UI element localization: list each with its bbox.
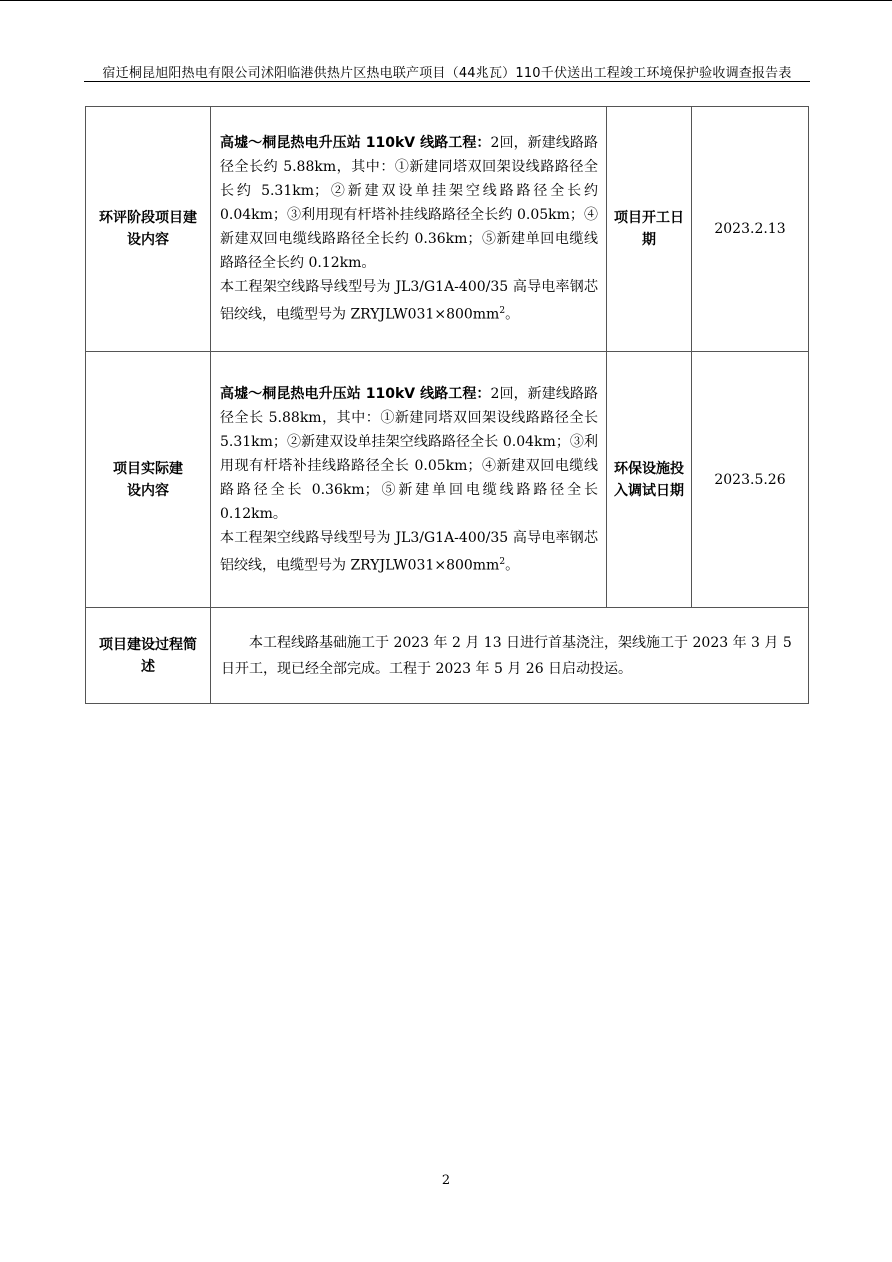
table-row	[86, 107, 809, 352]
content-text: 2回，新建线路路径全长 5.88km，其中：①新建同塔双回架设线路路径全长 5.31km；②新建双设单挂架空线路路径全长 0.04km；③利用现有杆塔补挂线路路径全长 0.05km；④新建双回电缆线路路径全长 0.36km；⑤新建单回电缆线路路径全长 0.12km。	[220, 385, 598, 522]
date-label-cell	[607, 352, 692, 608]
page-number: 2	[441, 1173, 451, 1188]
page-top-border	[0, 0, 892, 1]
date-label: 项目开工日期	[614, 210, 684, 248]
date-label: 环保设施投入调试日期	[614, 460, 684, 499]
content-text: 本工程架空线路导线型号为 JL3/G1A-400/35 高导电率钢芯铝绞线，电缆型号为 ZRYJLW031×800mm	[220, 279, 598, 323]
document-header: 宿迁桐昆旭阳热电有限公司沭阳临港供热片区热电联产项目（44兆瓦）110千伏送出工程竣工环境保护验收调查报告表	[102, 66, 792, 81]
row-label: 项目实际建设内容	[113, 460, 183, 499]
content-text: 2回，新建线路路径全长约 5.88km，其中：①新建同塔双回架设线路路径全长约 5.31km；②新建双设单挂架空线路路径全长约 0.04km；③利用现有杆塔补挂线路路径全长约 0.05km；④新建双回电缆线路路径全长约 0.36km；⑤新建单回电缆线路路径全长约 0.12km。	[220, 135, 598, 272]
report-table	[85, 106, 809, 704]
row-label-cell	[86, 352, 211, 608]
content-bold-title: 高墟～桐昆热电升压站 110kV 线路工程：	[220, 385, 491, 402]
summary-label: 项目建设过程简述	[99, 636, 197, 675]
content-paragraph	[220, 526, 598, 578]
content-end: 。	[505, 557, 520, 574]
content-text: 本工程架空线路导线型号为 JL3/G1A-400/35 高导电率钢芯铝绞线，电缆型号为 ZRYJLW031×800mm	[220, 529, 598, 574]
superscript: 2	[499, 556, 506, 567]
content-paragraph	[220, 382, 598, 526]
summary-label-cell	[86, 608, 211, 704]
content-paragraph	[220, 131, 598, 275]
row-label-cell	[86, 107, 211, 352]
row-label: 环评阶段项目建设内容	[99, 210, 197, 248]
table-row	[86, 352, 809, 608]
header-rule	[84, 81, 810, 82]
content-end: 。	[505, 306, 520, 323]
construction-content-cell	[211, 107, 607, 352]
content-paragraph	[220, 275, 598, 327]
date-value: 2023.2.13	[692, 107, 809, 352]
summary-text: 本工程线路基础施工于 2023 年 2 月 13 日进行首基浇注，架线施工于 2023 年 3 月 5 日开工，现已经全部完成。工程于 2023 年 5 月 26 日启动投运。	[211, 608, 809, 704]
date-value: 2023.5.26	[692, 352, 809, 608]
table-row	[86, 608, 809, 704]
construction-content-cell	[211, 352, 607, 608]
superscript: 2	[499, 306, 506, 317]
date-label-cell	[607, 107, 692, 352]
content-bold-title: 高墟～桐昆热电升压站 110kV 线路工程：	[220, 135, 491, 152]
